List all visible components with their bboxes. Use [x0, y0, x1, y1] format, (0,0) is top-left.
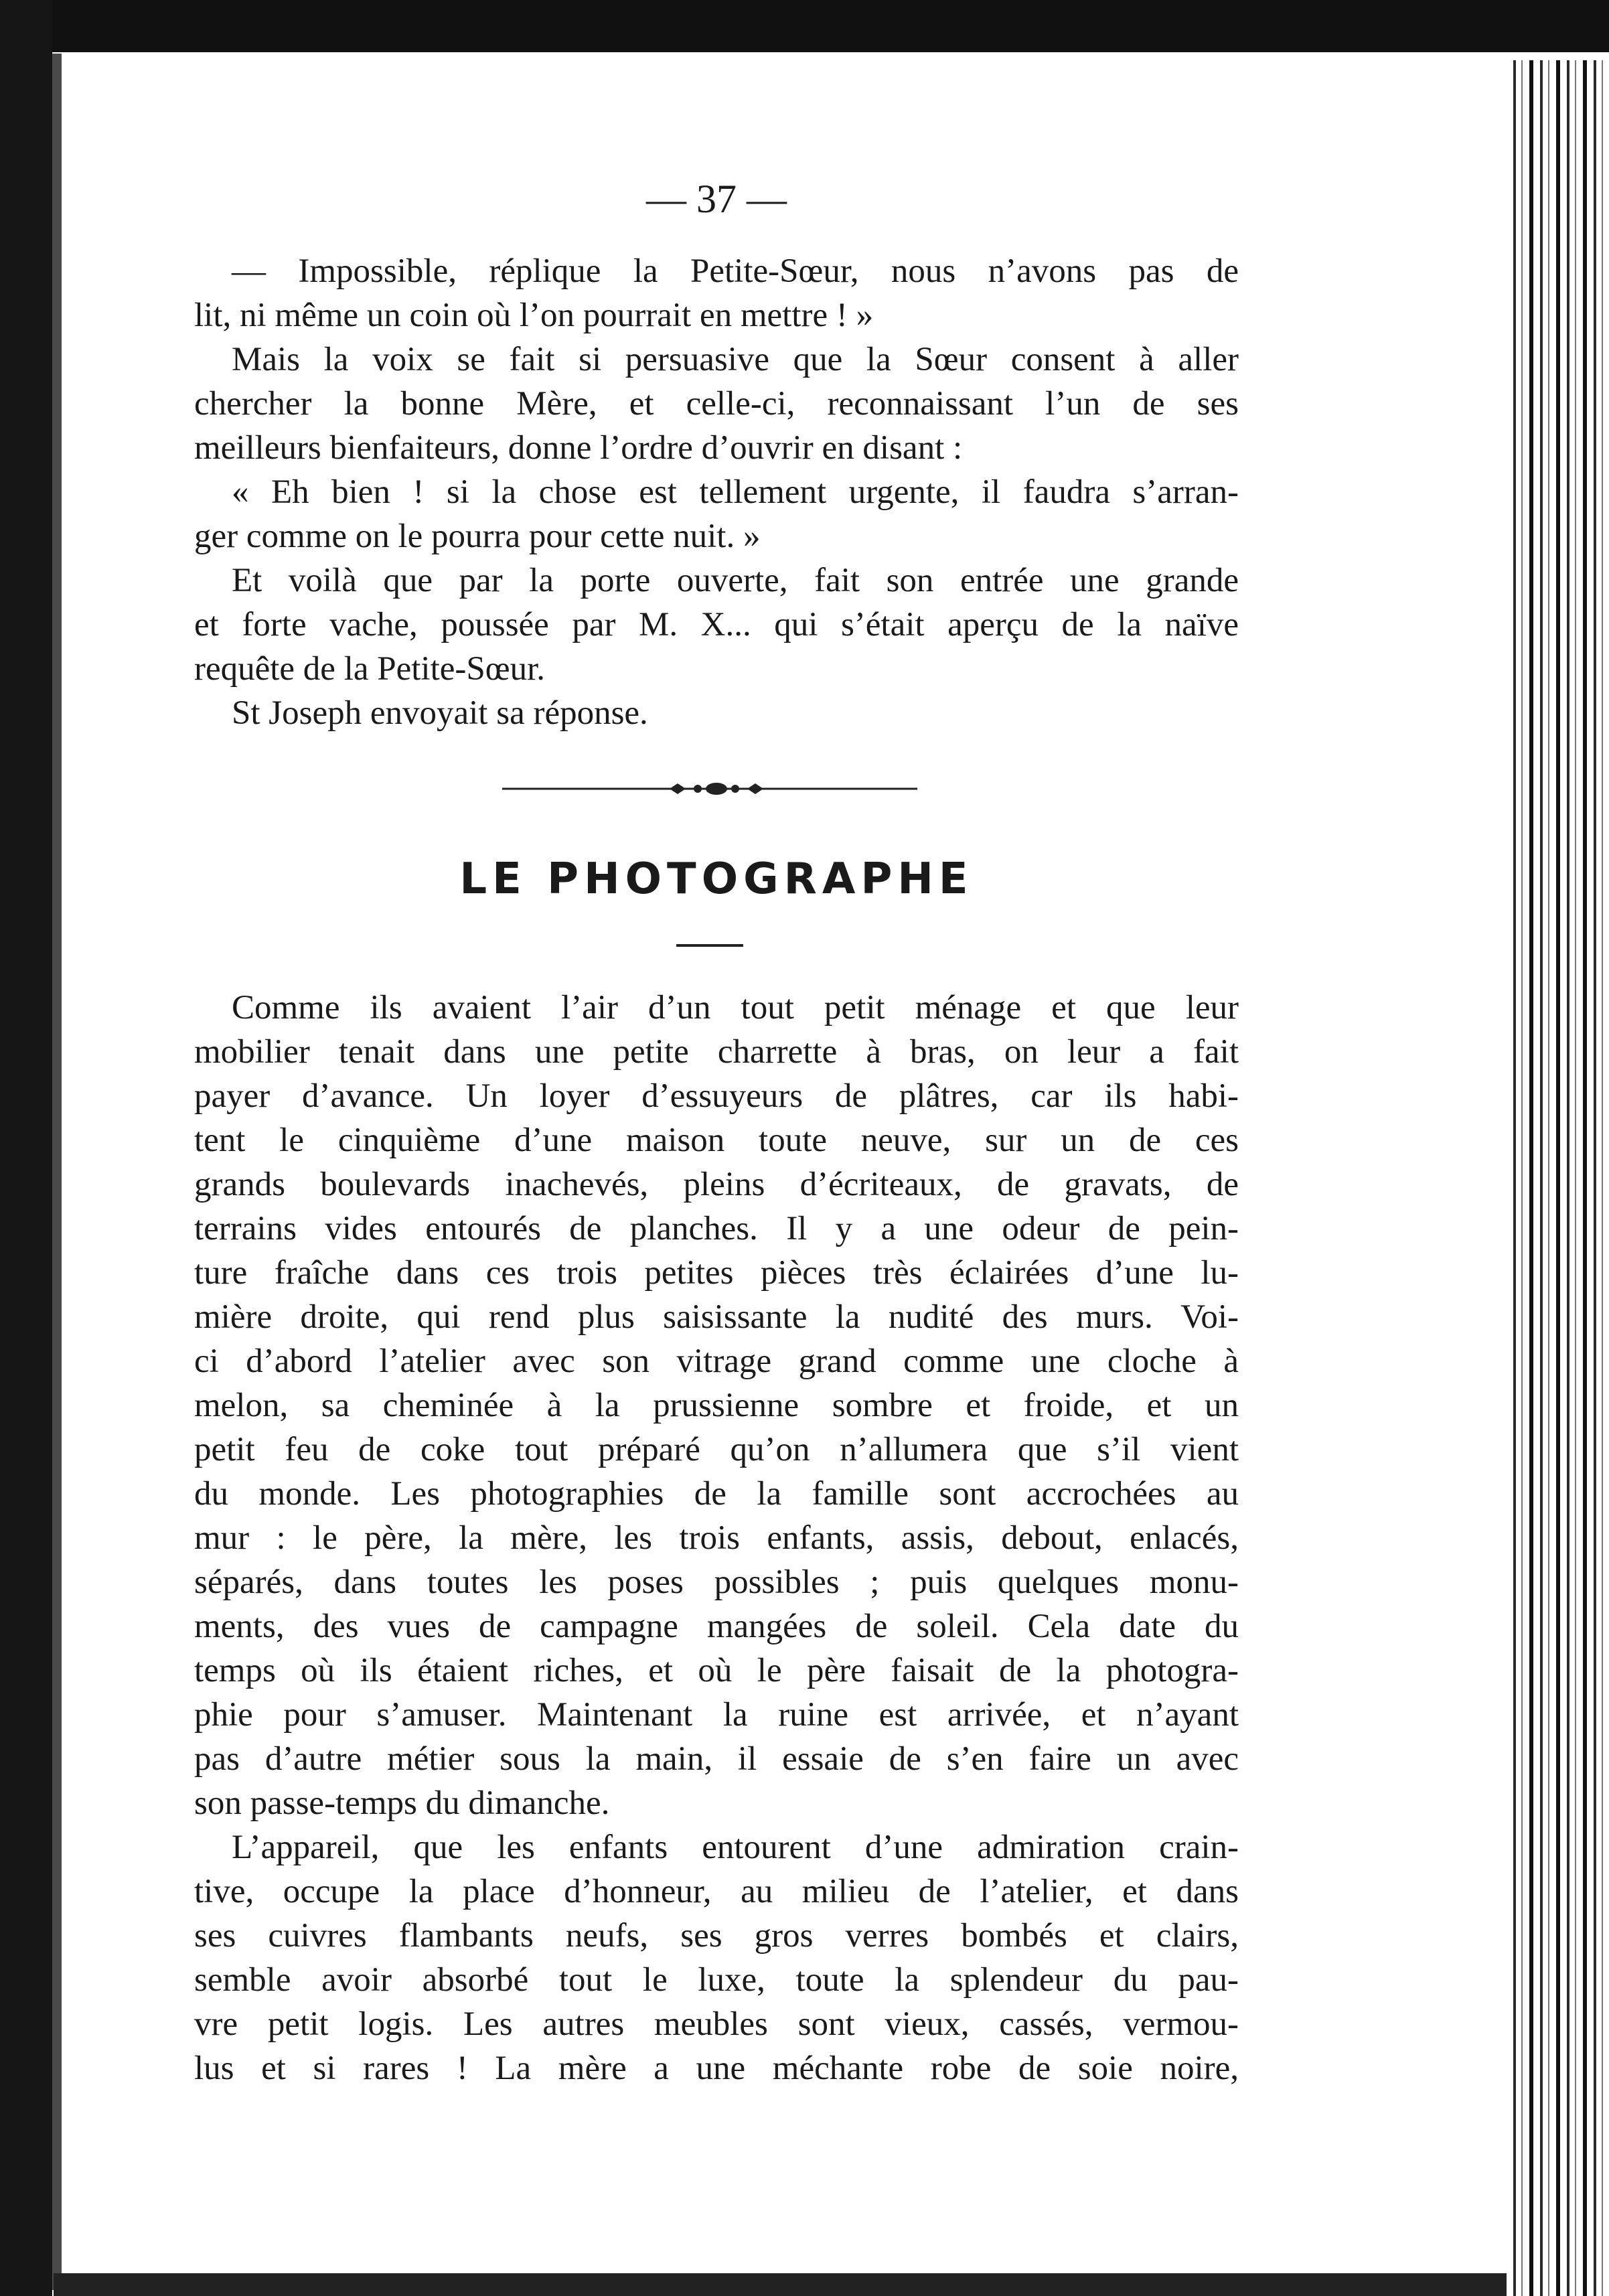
scan-binding-shadow [52, 54, 62, 2290]
text-line: ger comme on le pourra pour cette nuit. » [194, 518, 761, 555]
book-page [194, 0, 1239, 2296]
text-line: grands boulevards inachevés, pleins d’écriteaux, de gravats, de [194, 1166, 1239, 1203]
text-line: phie pour s’amuser. Maintenant la ruine est arrivée, et n’ayant [194, 1696, 1239, 1734]
text-line: Comme ils avaient l’air d’un tout petit ménage et que leur [232, 989, 1239, 1026]
text-line: et forte vache, poussée par M. X... qui s’était aperçu de la naïve [194, 606, 1239, 643]
text-line: Et voilà que par la porte ouverte, fait son entrée une grande [232, 562, 1239, 599]
text-line: ci d’abord l’atelier avec son vitrage grand comme une cloche à [194, 1343, 1239, 1380]
text-line: « Eh bien ! si la chose est tellement urgente, il faudra s’arran- [232, 473, 1239, 511]
ornament-divider [502, 775, 917, 802]
text-line: mière droite, qui rend plus saisissante la nudité des murs. Voi- [194, 1298, 1239, 1336]
text-block-photographe [194, 986, 1239, 1825]
text-line: tent le cinquième d’une maison toute neuve, sur un de ces [194, 1122, 1239, 1159]
text-line: du monde. Les photographies de la famille sont accrochées au [194, 1475, 1239, 1513]
scan-left-edge [0, 0, 52, 2296]
text-line: requête de la Petite-Sœur. [194, 650, 545, 688]
text-line: lit, ni même un coin où l’on pourrait en mettre ! » [194, 297, 874, 334]
text-line: mur : le père, la mère, les trois enfants, assis, debout, enlacés, [194, 1519, 1239, 1557]
text-line: Mais la voix se fait si persuasive que la Sœur consent à aller [232, 341, 1239, 378]
text-line: payer d’avance. Un loyer d’essuyeurs de plâtres, car ils habi- [194, 1077, 1239, 1115]
text-block-intro [194, 249, 1239, 735]
text-line: ses cuivres flambants neufs, ses gros verres bombés et clairs, [194, 1917, 1239, 1955]
text-line: — Impossible, réplique la Petite-Sœur, nous n’avons pas de [232, 252, 1239, 290]
text-block-appareil [194, 1825, 1239, 2090]
section-heading: LE PHOTOGRAPHE [459, 854, 974, 904]
heading-underline [676, 944, 743, 947]
text-line: petit feu de coke tout préparé qu’on n’allumera que s’il vient [194, 1431, 1239, 1468]
text-line: ture fraîche dans ces trois petites pièces très éclairées d’une lu- [194, 1254, 1239, 1292]
page-number: — 37 — [646, 177, 787, 221]
text-line: L’appareil, que les enfants entourent d’une admiration crain- [232, 1829, 1239, 1866]
text-line: St Joseph envoyait sa réponse. [232, 694, 648, 732]
scan-right-edge [1507, 60, 1609, 2296]
text-line: séparés, dans toutes les poses possibles ; puis quelques monu- [194, 1563, 1239, 1601]
text-line: melon, sa cheminée à la prussienne sombre et froide, et un [194, 1387, 1239, 1424]
text-line: semble avoir absorbé tout le luxe, toute la splendeur du pau- [194, 1961, 1239, 1999]
text-line: terrains vides entourés de planches. Il y a une odeur de pein- [194, 1210, 1239, 1247]
text-line: ments, des vues de campagne mangées de soleil. Cela date du [194, 1608, 1239, 1645]
text-line: meilleurs bienfaiteurs, donne l’ordre d’ouvrir en disant : [194, 429, 963, 467]
text-line: pas d’autre métier sous la main, il essaie de s’en faire un avec [194, 1740, 1239, 1778]
text-line: vre petit logis. Les autres meubles sont vieux, cassés, vermou- [194, 2005, 1239, 2043]
text-line: son passe-temps du dimanche. [194, 1784, 610, 1822]
text-line: tive, occupe la place d’honneur, au milieu de l’atelier, et dans [194, 1873, 1239, 1910]
text-line: chercher la bonne Mère, et celle-ci, reconnaissant l’un de ses [194, 385, 1239, 423]
text-line: lus et si rares ! La mère a une méchante robe de soie noire, [194, 2050, 1239, 2087]
text-line: mobilier tenait dans une petite charrette à bras, on leur a fait [194, 1033, 1239, 1071]
text-line: temps où ils étaient riches, et où le père faisait de la photogra- [194, 1652, 1239, 1689]
